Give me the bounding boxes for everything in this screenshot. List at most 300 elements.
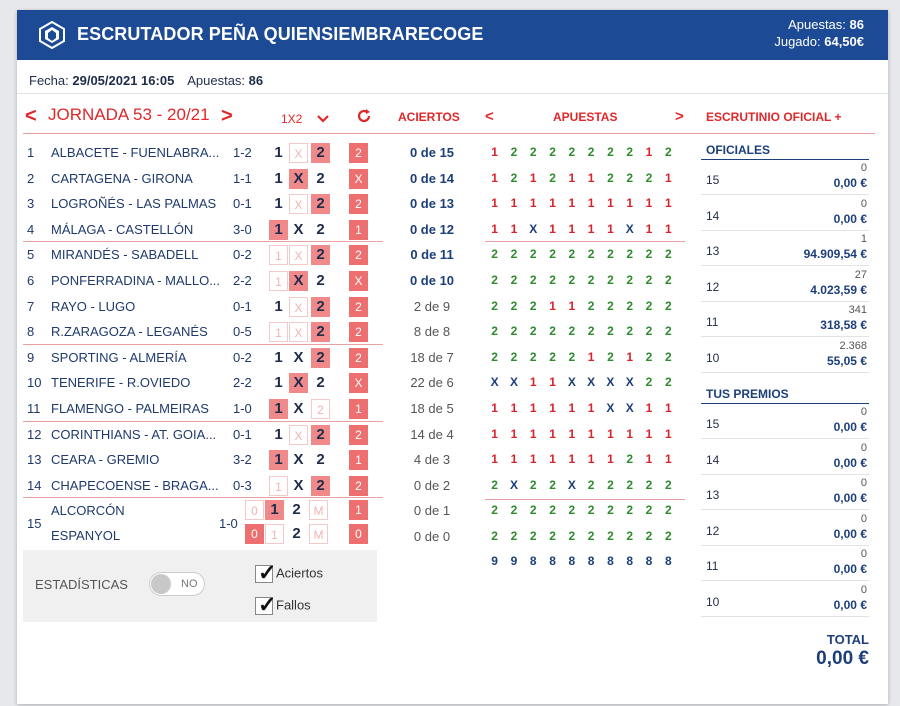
refresh-icon[interactable] (356, 108, 372, 124)
apuesta-sign: 2 (607, 170, 614, 185)
apuestas-row (485, 529, 685, 543)
match-number: 10 (27, 375, 42, 391)
apuesta-sign: X (606, 375, 615, 390)
apuesta-sign: 2 (529, 503, 537, 518)
fallos-checkbox-label: Fallos (276, 597, 311, 613)
match-score: 2-2 (233, 273, 252, 288)
total-value: 0,00 € (816, 648, 869, 669)
prediction-cell-cx[interactable]: X (289, 271, 308, 291)
prediction-cell-c1[interactable]: 1 (269, 399, 288, 419)
apuesta-sign: 1 (529, 401, 537, 415)
prediction-cell-c1[interactable]: 1 (274, 374, 283, 392)
apuesta-sign: 2 (529, 349, 537, 364)
apuesta-sign: 1 (549, 426, 556, 441)
apuesta-sign: 1 (607, 221, 614, 236)
apuesta-sign: 2 (491, 503, 498, 518)
statistics-panel (23, 550, 377, 622)
apuesta-sign: 2 (645, 273, 653, 287)
apuesta-sign: 1 (529, 170, 537, 185)
apuesta-sign: 2 (645, 529, 653, 543)
apuesta-sign: 2 (549, 247, 556, 262)
apuesta-sign: X (567, 375, 576, 390)
apuesta-sign: 2 (549, 145, 556, 159)
apuesta-sign: 1 (626, 426, 634, 441)
apuestas-row (485, 247, 685, 261)
apuestas-next-button[interactable]: > (675, 108, 684, 125)
apuesta-sign: 2 (664, 298, 672, 313)
apuesta-sign: 1 (549, 375, 556, 390)
prediction-cell-cx[interactable]: X (289, 169, 308, 189)
match-row (23, 370, 383, 395)
apuesta-sign: 2 (664, 145, 672, 159)
prediction-cell-c1[interactable]: 1 (269, 220, 288, 240)
prediction-cell-c1[interactable]: 1 (274, 144, 283, 161)
apuesta-sign: X (529, 221, 538, 236)
pena-logo-icon (38, 21, 66, 49)
apuesta-sign: X (587, 375, 596, 390)
premios-category: 12 (706, 523, 720, 538)
aciertos-checkbox-label: Aciertos (276, 565, 323, 581)
apuestas-divider-2 (485, 499, 685, 500)
apuesta-sign: 1 (491, 452, 498, 467)
apuesta-sign: 1 (645, 196, 653, 211)
apuesta-sign: 1 (664, 196, 672, 211)
escrutinio-oficial-header[interactable]: ESCRUTINIO OFICIAL + (706, 110, 842, 124)
apuesta-sign: 2 (587, 503, 595, 518)
prediction-cell-c1[interactable]: 1 (269, 322, 288, 342)
oficiales-category: 10 (706, 350, 720, 365)
pleno-away-result: 0 (349, 524, 368, 544)
apuesta-sign: 2 (568, 529, 576, 543)
apuesta-sign: 2 (510, 529, 518, 543)
apuesta-sign: 1 (587, 196, 595, 211)
apuesta-sign: 2 (549, 477, 556, 492)
apuesta-sign: 2 (491, 324, 498, 339)
apuestas-row (485, 452, 685, 466)
oficiales-amount: 4.023,59 € (810, 282, 867, 297)
result-cell: X (349, 271, 368, 291)
aciertos-checkbox[interactable] (255, 560, 323, 585)
apuesta-sign: 1 (510, 401, 518, 415)
oficiales-amount: 318,58 € (820, 318, 867, 332)
oficiales-amount: 0,00 € (833, 211, 867, 226)
match-number: 7 (27, 298, 35, 314)
match-number: 13 (27, 452, 42, 468)
match-teams: CORINTHIANS - AT. GOIA... (51, 426, 217, 442)
oficiales-divider (701, 159, 869, 160)
premios-amount: 0,00 € (833, 455, 867, 470)
result-cell: 2 (349, 425, 368, 445)
prediction-cell-c2[interactable]: 2 (311, 194, 330, 214)
apuesta-sign: 2 (529, 145, 537, 159)
prediction-cell-cx[interactable]: X (289, 245, 308, 265)
apuesta-sign: 2 (510, 273, 518, 287)
premios-count: 0 (860, 583, 867, 596)
premios-category: 15 (706, 417, 720, 431)
match-number: 14 (27, 477, 42, 493)
oficiales-category: 11 (706, 315, 719, 329)
prediction-cell-cx[interactable]: X (293, 348, 304, 366)
apuesta-sign: 1 (529, 375, 537, 390)
apuesta-sign: 2 (587, 247, 595, 262)
apuesta-sign: 2 (607, 324, 614, 339)
aciertos-count: 0 de 11 (410, 247, 454, 263)
apuesta-total: 8 (587, 553, 595, 568)
match-score: 1-2 (233, 145, 252, 160)
aciertos-check-box (255, 560, 277, 585)
oficiales-count: 27 (854, 268, 867, 281)
aciertos-count: 0 de 2 (413, 477, 451, 493)
premios-title: TUS PREMIOS (706, 387, 789, 401)
premios-amount: 0,00 € (833, 597, 867, 612)
apuesta-sign: 2 (664, 503, 672, 518)
prediction-cell-c1[interactable]: 1 (274, 195, 283, 213)
apuestas-row (485, 503, 685, 517)
match-number: 12 (27, 426, 42, 442)
oficiales-row (701, 232, 869, 266)
apuesta-sign: 2 (568, 145, 576, 159)
apuesta-sign: 2 (626, 503, 634, 518)
apuesta-sign: 2 (626, 324, 634, 339)
apuesta-sign: 2 (664, 477, 672, 492)
apuesta-sign: 2 (645, 477, 653, 492)
chevron-down-icon[interactable] (317, 115, 329, 123)
match-teams: FLAMENGO - PALMEIRAS (51, 401, 209, 416)
apuesta-sign: 1 (491, 401, 498, 415)
match-teams: CHAPECOENSE - BRAGA... (51, 477, 219, 493)
match-score: 0-1 (233, 426, 252, 442)
aciertos-count: 0 de 15 (409, 145, 455, 160)
prediction-cell-c2[interactable]: 2 (311, 476, 330, 496)
group-divider (23, 497, 383, 498)
result-cell: 2 (349, 348, 368, 368)
aciertos-count: 0 de 12 (409, 221, 455, 237)
apuesta-total: 8 (568, 553, 576, 568)
apuesta-total: 8 (664, 553, 672, 568)
apuesta-sign: 2 (607, 349, 614, 364)
scrutiny-card (17, 10, 888, 704)
apuestas-row (485, 324, 685, 338)
apuesta-sign: 2 (568, 349, 576, 364)
prediction-cell-c1[interactable]: 1 (274, 297, 283, 315)
apuesta-sign: 2 (607, 298, 614, 313)
aciertos-count: 0 de 14 (409, 170, 455, 186)
prediction-cell-c1[interactable]: 1 (274, 348, 283, 366)
x12-selector[interactable]: 1X2 (281, 112, 303, 126)
aciertos-header: ACIERTOS (398, 110, 460, 124)
apuesta-sign: 2 (491, 298, 498, 313)
apuesta-sign: 2 (491, 273, 498, 287)
result-cell: 1 (349, 450, 368, 470)
fallos-checkbox[interactable] (255, 592, 311, 617)
apuesta-sign: 2 (587, 145, 595, 159)
oficiales-row (701, 197, 869, 231)
apuestas-row (485, 222, 685, 236)
apuesta-sign: 1 (491, 426, 498, 441)
apuesta-sign: 2 (529, 273, 537, 287)
match-row (23, 140, 383, 165)
apuestas-row (485, 427, 685, 441)
oficiales-category: 12 (706, 279, 720, 294)
result-cell: 2 (349, 297, 368, 317)
apuesta-sign: 2 (510, 349, 518, 364)
app-header (17, 10, 888, 60)
apuesta-total: 9 (510, 553, 518, 568)
apuesta-sign: 2 (587, 477, 595, 492)
pleno-away-cell[interactable]: 0 (245, 524, 264, 544)
apuesta-sign: X (606, 401, 615, 415)
apuesta-sign: 1 (568, 221, 576, 236)
apuesta-sign: 1 (568, 196, 576, 211)
prediction-cell-c2[interactable]: 2 (311, 322, 330, 342)
apuestas-divider-1 (485, 241, 685, 242)
apuesta-sign: X (509, 375, 518, 390)
prediction-cell-cx[interactable]: X (289, 373, 308, 393)
apuesta-sign: 1 (510, 221, 518, 236)
aciertos-count: 18 de 5 (410, 401, 454, 416)
prediction-cell-c2[interactable]: 2 (316, 374, 325, 392)
apuesta-sign: 2 (529, 247, 537, 262)
pleno-home: ALCORCÓN (51, 503, 125, 519)
apuesta-sign: 2 (529, 529, 537, 543)
check-icon: ✓ (258, 592, 277, 617)
apuesta-sign: 1 (549, 298, 556, 313)
apuesta-sign: 1 (491, 196, 498, 211)
pleno-row (23, 500, 383, 550)
apuesta-sign: 2 (645, 349, 653, 364)
apuesta-sign: 1 (529, 196, 537, 211)
apuesta-sign: 1 (626, 349, 634, 364)
apuesta-sign: 2 (549, 503, 556, 518)
apuesta-sign: 1 (510, 196, 518, 211)
match-teams: MÁLAGA - CASTELLÓN (51, 221, 194, 237)
apuesta-total: 8 (549, 553, 556, 568)
match-score: 1-0 (233, 401, 252, 416)
oficiales-category: 13 (706, 244, 720, 258)
apuesta-sign: 2 (510, 145, 518, 159)
match-score: 0-3 (233, 477, 252, 493)
prediction-cell-c2[interactable]: 2 (311, 245, 330, 265)
apuesta-sign: 2 (664, 324, 672, 339)
group-divider (23, 421, 383, 422)
apuestas-header: APUESTAS (553, 110, 618, 124)
prediction-cell-c2[interactable]: 2 (311, 348, 330, 368)
match-number: 5 (27, 247, 35, 263)
apuesta-sign: 2 (491, 529, 498, 543)
match-teams: PONFERRADINA - MALLO... (51, 273, 221, 288)
apuesta-sign: 1 (626, 196, 634, 211)
premios-category: 14 (706, 452, 720, 467)
aciertos-count: 0 de 1 (413, 503, 451, 519)
apuesta-sign: 1 (491, 221, 498, 236)
apuesta-sign: 2 (626, 145, 634, 159)
apuesta-sign: 1 (645, 452, 653, 467)
prediction-cell-cx[interactable]: X (289, 194, 308, 214)
apuesta-sign: 2 (626, 273, 634, 287)
prediction-cell-c2[interactable]: 2 (316, 169, 325, 187)
oficiales-amount: 0,00 € (833, 176, 867, 190)
premios-row (701, 405, 869, 439)
prediction-cell-c1[interactable]: 1 (274, 425, 283, 443)
pleno-away-cell[interactable]: M (309, 524, 328, 544)
match-teams: ALBACETE - FUENLABRA... (51, 145, 220, 160)
match-teams: RAYO - LUGO (51, 298, 136, 314)
apuesta-sign: 1 (607, 196, 614, 211)
aciertos-count: 0 de 10 (409, 273, 455, 288)
prediction-cell-c1[interactable]: 1 (269, 245, 288, 265)
apuesta-sign: 2 (510, 324, 518, 339)
premios-row (701, 583, 869, 617)
result-cell: 1 (349, 399, 368, 419)
apuesta-sign: 2 (587, 324, 595, 339)
match-number: 6 (27, 273, 35, 288)
apuesta-sign: 1 (664, 401, 672, 415)
match-row (23, 422, 383, 447)
apuesta-sign: 2 (626, 247, 634, 262)
prediction-cell-cx[interactable]: X (289, 425, 308, 445)
prediction-cell-c1[interactable]: 1 (269, 450, 288, 470)
apuesta-sign: 2 (510, 247, 518, 262)
apuesta-sign: X (625, 401, 634, 415)
apuestas-prev-button[interactable]: < (485, 108, 494, 125)
apuesta-sign: 1 (549, 452, 556, 467)
apuesta-sign: 2 (645, 503, 653, 518)
apuesta-sign: 2 (626, 170, 634, 185)
prediction-cell-c2[interactable]: 2 (316, 451, 325, 469)
prediction-cell-cx[interactable]: X (289, 322, 308, 342)
apuesta-sign: 2 (529, 477, 537, 492)
match-number: 4 (27, 221, 35, 237)
pleno-away-cell[interactable]: 1 (265, 524, 284, 544)
match-score: 0-5 (233, 324, 252, 340)
premios-category: 10 (706, 594, 720, 609)
prediction-cell-cx[interactable]: X (293, 476, 304, 494)
match-row (23, 191, 383, 216)
pleno-home-cell[interactable]: M (309, 500, 328, 520)
match-number: 1 (27, 145, 35, 160)
apuesta-sign: 2 (664, 375, 672, 390)
apuesta-sign: 2 (626, 452, 634, 467)
prediction-cell-c2[interactable]: 2 (311, 425, 330, 445)
apuesta-sign: 2 (568, 273, 576, 287)
prediction-cell-c1[interactable]: 1 (269, 476, 288, 496)
prediction-cell-cx[interactable]: X (289, 297, 308, 317)
apuesta-sign: 2 (587, 529, 595, 543)
apuesta-sign: 2 (607, 503, 614, 518)
prediction-cell-c2[interactable]: 2 (311, 297, 330, 317)
apuestas-row (485, 145, 685, 159)
apuesta-sign: 2 (664, 247, 672, 262)
premios-count: 0 (860, 512, 867, 525)
apuesta-sign: 2 (587, 273, 595, 287)
statistics-toggle[interactable] (149, 572, 205, 596)
apuesta-sign: 2 (510, 170, 518, 185)
prediction-cell-c1[interactable]: 1 (274, 169, 283, 187)
jornada-title: JORNADA 53 - 20/21 (48, 105, 210, 124)
match-number: 9 (27, 349, 35, 365)
apuesta-sign: 1 (645, 426, 653, 441)
match-number: 11 (27, 401, 41, 416)
apuesta-sign: 2 (645, 324, 653, 339)
prev-jornada-button[interactable]: < (25, 105, 37, 127)
result-cell: 2 (349, 143, 368, 163)
prediction-cell-c2[interactable]: 2 (311, 143, 330, 163)
aciertos-count: 22 de 6 (410, 375, 454, 391)
apuesta-sign: 2 (626, 298, 634, 313)
match-score: 3-2 (233, 452, 252, 468)
oficiales-row (701, 339, 869, 373)
apuesta-total: 8 (529, 553, 537, 568)
pleno-home-cell[interactable]: 2 (292, 501, 301, 519)
aciertos-count: 14 de 4 (410, 426, 454, 442)
match-score: 1-1 (233, 170, 252, 186)
apuesta-sign: 2 (607, 273, 614, 287)
header-apuestas-label: Apuestas: (788, 17, 846, 32)
prediction-cell-cx[interactable]: X (289, 143, 308, 163)
pleno-home-cell[interactable]: 0 (245, 500, 264, 520)
prediction-cell-cx[interactable]: X (293, 451, 304, 469)
match-row (23, 242, 383, 267)
next-jornada-button[interactable]: > (221, 105, 233, 127)
premios-row (701, 476, 869, 510)
apuesta-sign: 2 (568, 324, 576, 339)
oficiales-row (701, 303, 869, 337)
header-stats (774, 16, 864, 50)
apuestas-row (485, 171, 685, 185)
pleno-home-result: 1 (349, 500, 368, 520)
pleno-home-cell[interactable]: 1 (265, 500, 284, 520)
oficiales-count: 1 (860, 233, 867, 245)
prediction-cell-c1[interactable]: 1 (269, 271, 288, 291)
apuesta-sign: 1 (491, 145, 498, 159)
match-score: 3-0 (233, 221, 252, 237)
apuesta-sign: 2 (626, 477, 634, 492)
aciertos-count: 8 de 8 (413, 324, 451, 340)
oficiales-count: 0 (860, 162, 867, 174)
apuesta-sign: 1 (587, 401, 595, 415)
apuesta-sign: 1 (510, 426, 518, 441)
prediction-cell-cx[interactable]: X (293, 400, 304, 417)
apuesta-sign: 1 (587, 170, 595, 185)
aciertos-count: 4 de 3 (413, 452, 451, 468)
app-title: ESCRUTADOR PEÑA QUIENSIEMBRARECOGE (77, 24, 484, 44)
apuestas-row (485, 299, 685, 313)
apuesta-sign: 1 (664, 170, 672, 185)
result-cell: X (349, 169, 368, 189)
fallos-check-box (255, 592, 277, 617)
apuesta-sign: 1 (549, 221, 556, 236)
match-score: 0-2 (233, 349, 252, 365)
prediction-cell-cx[interactable]: X (293, 220, 304, 238)
apuestas-row (485, 350, 685, 364)
prediction-cell-c2[interactable]: 2 (316, 272, 325, 289)
apuestas-row (485, 196, 685, 210)
prediction-cell-c2[interactable]: 2 (316, 220, 325, 238)
match-teams: CEARA - GREMIO (51, 452, 160, 468)
pleno-away-cell[interactable]: 2 (292, 525, 301, 543)
premios-divider (701, 403, 869, 404)
fecha-label: Fecha: (29, 73, 69, 88)
header-apuestas-value: 86 (849, 17, 864, 32)
subbar-apuestas-label: Apuestas: (187, 73, 246, 88)
prediction-cell-c2[interactable]: 2 (311, 399, 330, 419)
match-teams: MIRANDÉS - SABADELL (51, 247, 199, 263)
apuesta-sign: 1 (587, 426, 595, 441)
oficiales-count: 0 (860, 197, 867, 210)
apuestas-row (485, 375, 685, 389)
apuesta-sign: 2 (645, 247, 653, 262)
apuesta-sign: 1 (587, 221, 595, 236)
